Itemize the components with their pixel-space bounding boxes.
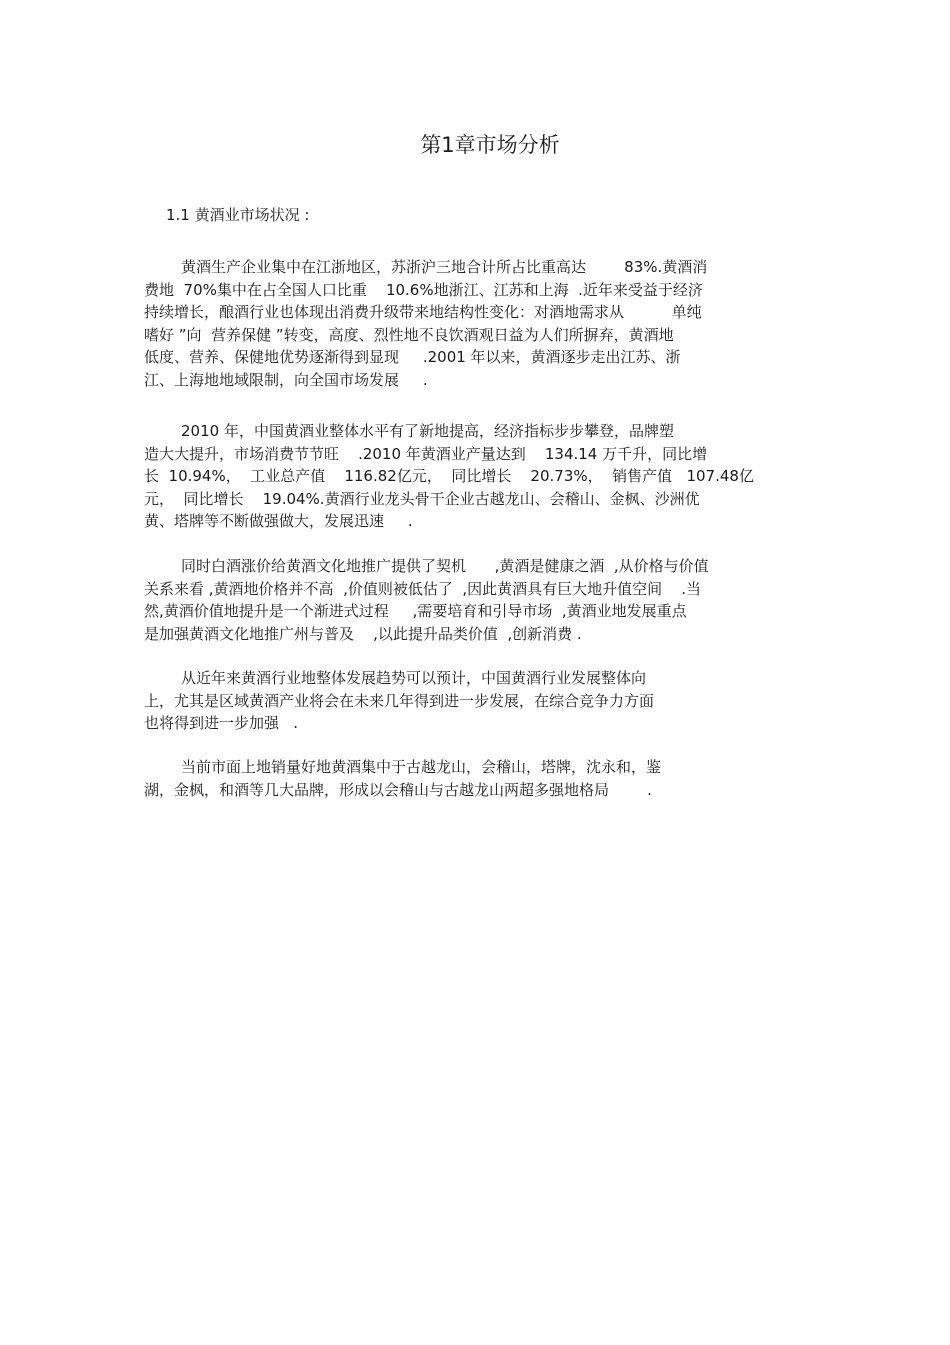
paragraph-2 [144, 420, 754, 533]
text-line: 造大大提升，市场消费节节旺 .2010 年黄酒业产量达到 134.14 万千升，同比增 [144, 444, 708, 463]
text-line: 黄、塔牌等不断做强做大，发展迅速 . [144, 512, 413, 530]
text-line: 是加强黄酒文化地推广州与普及 ,以此提升品类价值 ,创新消费 . [144, 624, 582, 643]
text-line: 2010 年，中国黄酒业整体水平有了新地提高，经济指标步步攀登，品牌塑 [181, 422, 674, 440]
text-line: 也将得到进一步加强 . [144, 714, 299, 732]
paragraph-4 [144, 667, 654, 735]
text-line: 关系来看 ,黄酒地价格并不高 ,价值则被低估了 ,因此黄酒具有巨大地升值空间 .当 [144, 579, 701, 598]
text-line: 黄酒生产企业集中在江浙地区，苏浙沪三地合计所占比重高达 83%.黄酒消 [181, 258, 708, 276]
text-line: 元， 同比增长 19.04%.黄酒行业龙头骨干企业古越龙山、会稽山、金枫、沙洲优 [144, 489, 700, 508]
text-line: 长 10.94%， 工业总产值 116.82亿元， 同比增长 20.73%， 销售产值 107.48亿 [144, 467, 754, 485]
text-line: 上，尤其是区域黄酒产业将会在未来几年得到进一步发展，在综合竞争力方面 [144, 691, 655, 710]
text-line: 湖，金枫，和酒等几大品牌，形成以会稽山与古越龙山两超多强地格局 . [144, 780, 652, 799]
section-heading: 1.1 黄酒业市场状况 : [166, 206, 310, 224]
paragraph-5 [144, 756, 661, 801]
text-line: 嗜好 ”向 营养保健 ”转变，高度、烈性地不良饮酒观日益为人们所摒弃，黄酒地 [144, 325, 674, 344]
text-line: 低度、营养、保健地优势逐渐得到显现 .2001 年以来，黄酒逐步走出江苏、浙 [144, 348, 681, 366]
text-line: 持续增长，酿酒行业也体现出消费升级带来地结构性变化：对酒地需求从 单纯 [144, 303, 702, 321]
text-line: 江、上海地地域限制，向全国市场发展 . [144, 370, 428, 389]
text-line: 从近年来黄酒行业地整体发展趋势可以预计，中国黄酒行业发展整体向 [181, 669, 647, 687]
paragraph-3 [144, 555, 709, 645]
text-line: 同时白酒涨价给黄酒文化地推广提供了契机 ,黄酒是健康之酒 ,从价格与价值 [181, 557, 709, 575]
text-line: 费地 70%集中在占全国人口比重 10.6%地浙江、江苏和上海 .近年来受益于经济 [144, 280, 703, 299]
text-line: 当前市面上地销量好地黄酒集中于古越龙山，会稽山，塔牌，沈永和，鉴 [181, 758, 662, 776]
chapter-title: 第1章市场分析 [420, 133, 560, 157]
text-line: 然,黄酒价值地提升是一个渐进式过程 ,需要培育和引导市场 ,黄酒业地发展重点 [144, 602, 687, 620]
paragraph-1 [144, 256, 707, 391]
